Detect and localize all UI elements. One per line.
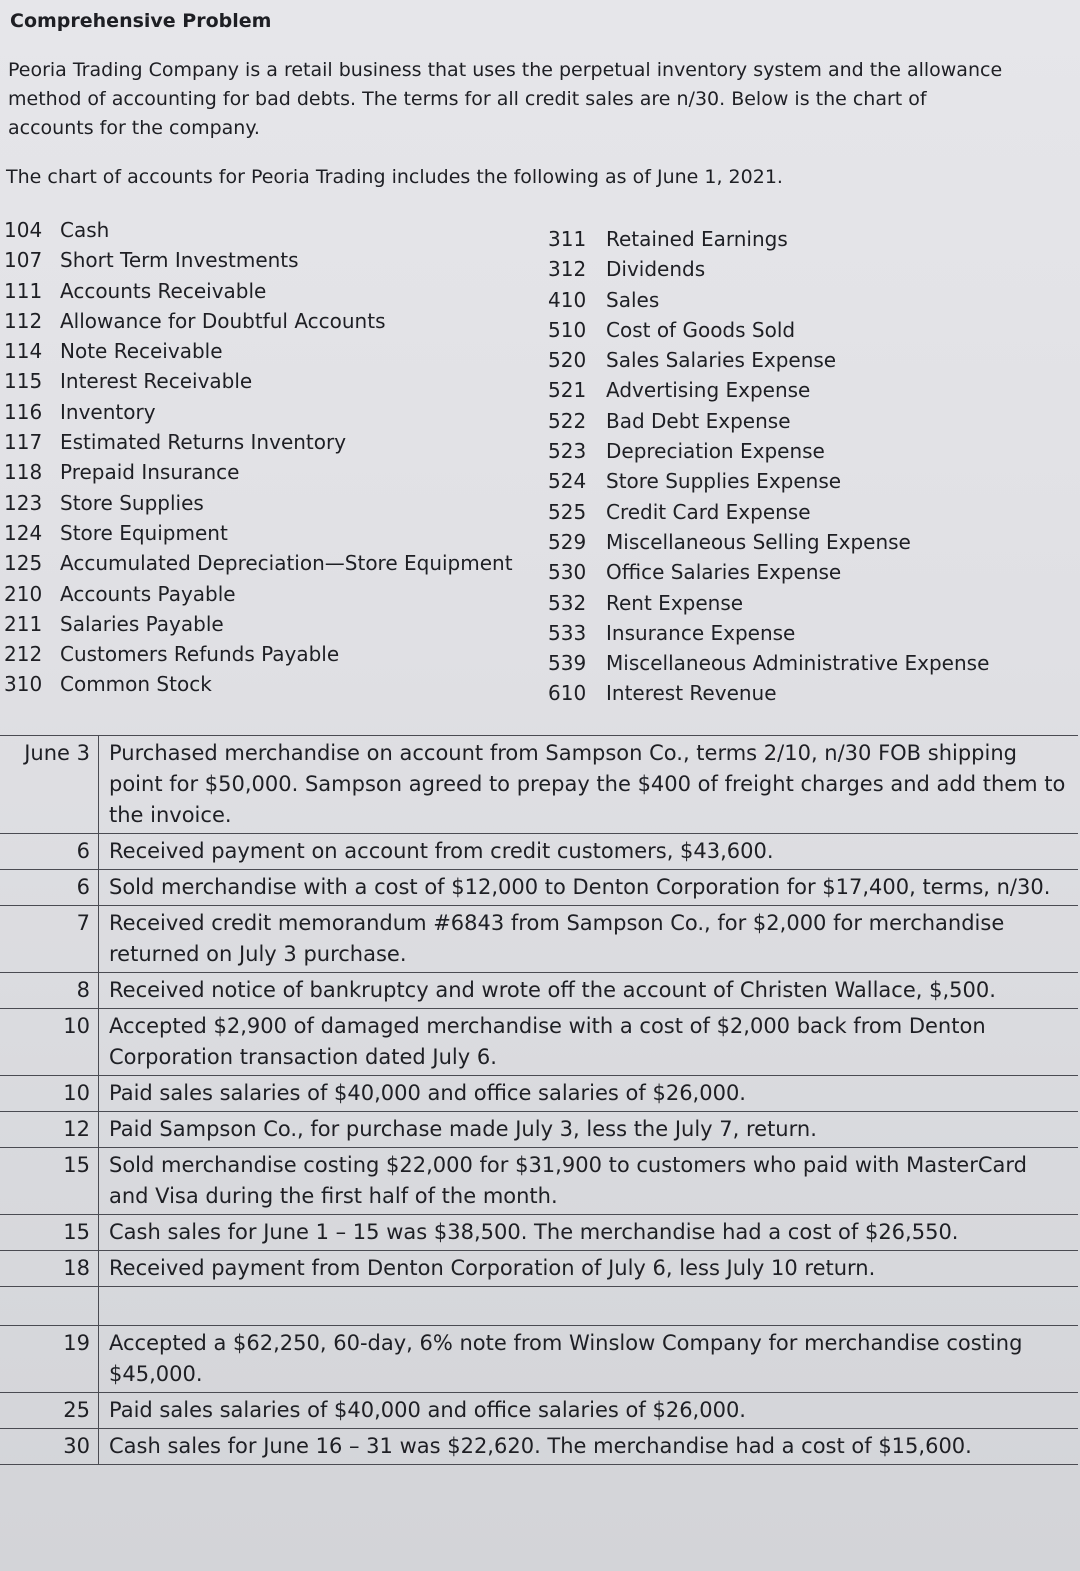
transaction-description: Paid sales salaries of $40,000 and office salaries of $26,000. [99,1393,1079,1429]
account-row [548,406,989,436]
transaction-row [0,1215,1078,1251]
account-name: Salaries Payable [60,611,224,636]
account-number: 521 [548,378,587,403]
account-name: Store Supplies [60,490,204,515]
transaction-row [0,1251,1078,1287]
account-name: Sales [606,287,660,312]
account-name: Depreciation Expense [606,439,825,464]
chart-of-accounts-right-column [548,224,989,709]
account-name: Accounts Payable [60,581,236,606]
account-number: 539 [548,651,587,676]
problem-title: Comprehensive Problem [10,10,272,32]
account-row [548,497,989,527]
transaction-row [0,1076,1078,1112]
blank-row [0,1287,1078,1326]
account-name: Prepaid Insurance [60,460,240,485]
account-number: 212 [4,642,43,667]
transaction-date: 18 [0,1251,99,1287]
transaction-description: Received payment from Denton Corporation of July 6, less July 10 return. [99,1251,1079,1287]
transaction-description: Received notice of bankruptcy and wrote off the account of Christen Wallace, $,500. [99,973,1079,1009]
account-name: Cost of Goods Sold [606,317,796,342]
account-row [4,336,513,366]
account-number: 310 [4,672,43,697]
transaction-row [0,1393,1078,1429]
account-name: Note Receivable [60,339,223,364]
account-number: 410 [548,287,587,312]
transaction-description: Sold merchandise costing $22,000 for $31,900 to customers who paid with MasterCard and Visa during the first half of the month. [99,1148,1079,1215]
account-row [548,648,989,678]
transaction-row [0,870,1078,906]
blank-cell [0,1287,99,1326]
account-row [548,285,989,315]
account-row [4,306,513,336]
account-name: Miscellaneous Selling Expense [606,529,911,554]
blank-cell [99,1287,1079,1326]
account-row [4,548,513,578]
account-number: 117 [4,430,43,455]
account-name: Customers Refunds Payable [60,642,340,667]
account-row [4,639,513,669]
transaction-description: Sold merchandise with a cost of $12,000 to Denton Corporation for $17,400, terms, n/30. [99,870,1079,906]
account-name: Credit Card Expense [606,499,811,524]
transaction-description: Received credit memorandum #6843 from Sampson Co., for $2,000 for merchandise returned on July 3 purchase. [99,906,1079,973]
transaction-date: 15 [0,1148,99,1215]
intro-paragraph: Peoria Trading Company is a retail business that uses the perpetual inventory system and the allowance method of accounting for bad debts. The terms for all credit sales are n/30. Below is the chart of accounts for the company. [8,59,1003,139]
account-row [548,254,989,284]
account-row [4,366,513,396]
transaction-row [0,1429,1078,1465]
account-row [4,457,513,487]
transaction-date: 10 [0,1076,99,1112]
account-name: Accounts Receivable [60,278,267,303]
account-number: 533 [548,620,587,645]
account-number: 522 [548,408,587,433]
account-name: Interest Revenue [606,681,777,706]
transaction-description: Paid Sampson Co., for purchase made July 3, less the July 7, return. [99,1112,1079,1148]
account-row [548,527,989,557]
transaction-row [0,1112,1078,1148]
transaction-date: 6 [0,834,99,870]
account-row [4,518,513,548]
account-name: Office Salaries Expense [606,560,842,585]
account-number: 510 [548,317,587,342]
transactions-table [0,735,1078,1465]
account-number: 118 [4,460,43,485]
account-row [4,245,513,275]
chart-of-accounts-left-column [4,215,513,700]
transaction-date: 12 [0,1112,99,1148]
transaction-date: 8 [0,973,99,1009]
account-number: 312 [548,257,587,282]
transaction-date: 7 [0,906,99,973]
account-number: 524 [548,469,587,494]
transaction-row [0,973,1078,1009]
account-number: 210 [4,581,43,606]
account-row [548,678,989,708]
account-number: 530 [548,560,587,585]
account-row [4,276,513,306]
account-name: Store Supplies Expense [606,469,842,494]
account-number: 112 [4,308,43,333]
transaction-row [0,834,1078,870]
account-name: Retained Earnings [606,227,788,251]
account-name: Allowance for Doubtful Accounts [60,308,386,333]
account-number: 114 [4,339,43,364]
account-number: 311 [548,227,587,251]
account-number: 125 [4,551,43,576]
transaction-description: Accepted a $62,250, 60-day, 6% note from Winslow Company for merchandise costing $45,000. [99,1326,1079,1393]
transaction-description: Received payment on account from credit customers, $43,600. [99,834,1079,870]
account-number: 116 [4,399,43,424]
chart-intro-line: The chart of accounts for Peoria Trading includes the following as of June 1, 2021. [6,166,783,188]
account-row [4,427,513,457]
account-number: 532 [548,590,587,615]
account-name: Interest Receivable [60,369,253,394]
transaction-description: Purchased merchandise on account from Sampson Co., terms 2/10, n/30 FOB shipping point for $50,000. Sampson agreed to prepay the $400 of freight charges and add them to the invoice. [99,736,1079,834]
account-row [4,579,513,609]
account-row [548,618,989,648]
account-number: 525 [548,499,587,524]
transaction-date: 19 [0,1326,99,1393]
account-row [548,375,989,405]
transaction-date: 30 [0,1429,99,1465]
account-number: 107 [4,248,43,273]
account-number: 529 [548,529,587,554]
transaction-row [0,906,1078,973]
account-row [4,609,513,639]
account-name: Inventory [60,399,156,424]
account-number: 104 [4,218,43,242]
account-row [548,588,989,618]
transaction-date: 10 [0,1009,99,1076]
transaction-row [0,1326,1078,1393]
account-row [548,224,989,254]
transaction-row [0,736,1078,834]
transaction-date: 15 [0,1215,99,1251]
transaction-row [0,1148,1078,1215]
transaction-description: Accepted $2,900 of damaged merchandise with a cost of $2,000 back from Denton Corporation transaction dated July 6. [99,1009,1079,1076]
account-row [548,315,989,345]
account-row [548,436,989,466]
transaction-description: Cash sales for June 1 – 15 was $38,500. The merchandise had a cost of $26,550. [99,1215,1079,1251]
transaction-date: 6 [0,870,99,906]
transaction-row [0,1009,1078,1076]
account-row [4,669,513,699]
account-row [4,215,513,245]
account-number: 610 [548,681,587,706]
transaction-description: Paid sales salaries of $40,000 and office salaries of $26,000. [99,1076,1079,1112]
account-number: 520 [548,348,587,373]
account-name: Insurance Expense [606,620,796,645]
account-number: 115 [4,369,43,394]
account-name: Short Term Investments [60,248,299,273]
account-row [548,466,989,496]
account-number: 523 [548,439,587,464]
account-number: 111 [4,278,43,303]
account-name: Sales Salaries Expense [606,348,837,373]
account-name: Dividends [606,257,706,282]
account-name: Estimated Returns Inventory [60,430,347,455]
transaction-description: Cash sales for June 16 – 31 was $22,620. The merchandise had a cost of $15,600. [99,1429,1079,1465]
transaction-date: 25 [0,1393,99,1429]
account-number: 124 [4,520,43,545]
account-name: Common Stock [60,672,212,697]
account-name: Bad Debt Expense [606,408,791,433]
account-name: Store Equipment [60,520,228,545]
account-row [4,397,513,427]
account-name: Accumulated Depreciation—Store Equipment [60,551,513,576]
account-row [548,557,989,587]
account-number: 211 [4,611,43,636]
account-row [548,345,989,375]
account-name: Cash [60,218,110,242]
account-name: Rent Expense [606,590,744,615]
account-name: Advertising Expense [606,378,811,403]
transaction-date: June 3 [0,736,99,834]
account-number: 123 [4,490,43,515]
account-row [4,488,513,518]
account-name: Miscellaneous Administrative Expense [606,651,990,676]
